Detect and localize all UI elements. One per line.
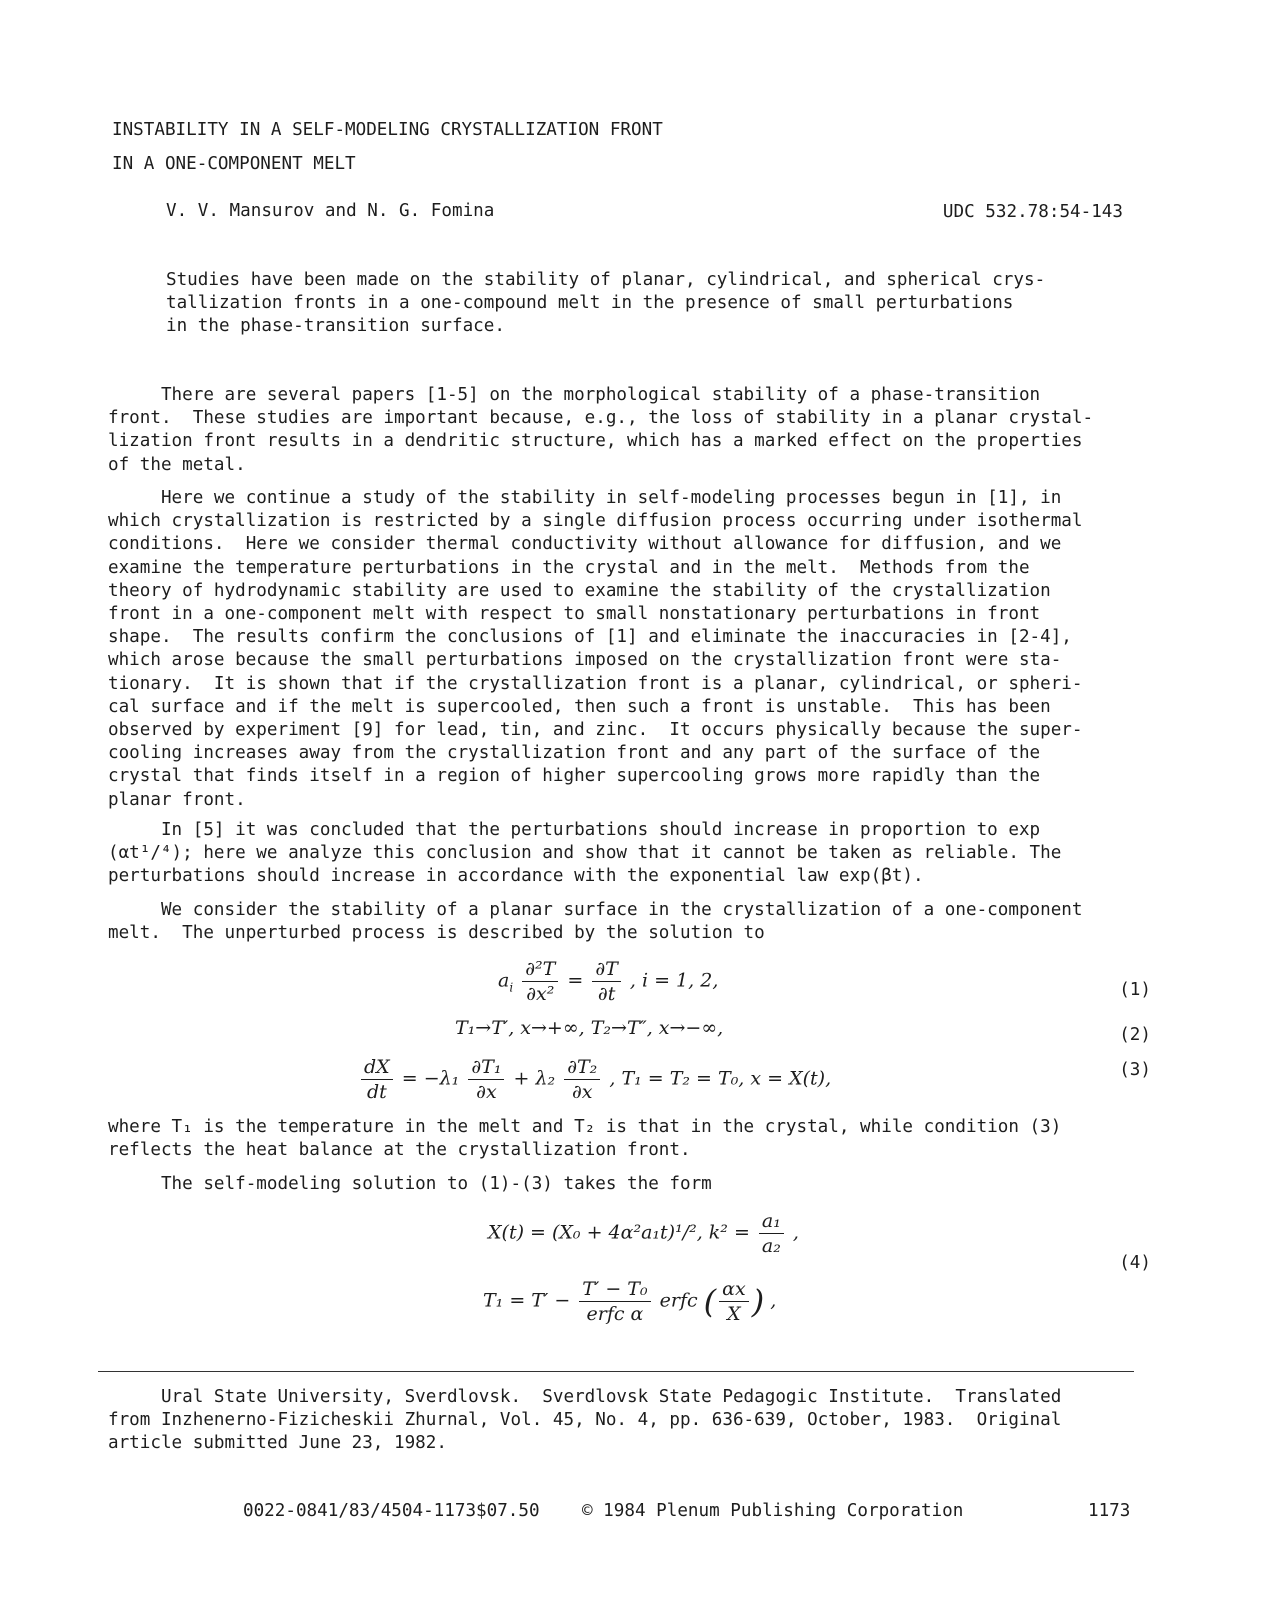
equation-3 xyxy=(358,1056,831,1103)
text-line: cal surface and if the melt is supercooled, then such a front is unstable. This has been xyxy=(108,696,1051,717)
equation-number-2: (2) xyxy=(1119,1025,1151,1045)
eq1-rhs-denominator: ∂t xyxy=(597,983,616,1005)
eq4b-argument xyxy=(719,1278,749,1325)
equation-4a xyxy=(488,1210,799,1257)
footnote xyxy=(108,1386,1168,1456)
text-line: There are several papers [1-5] on the morphological stability of a phase-transition xyxy=(108,385,1041,405)
text-line: crystal that finds itself in a region of higher supercooling grows more rapidly than the xyxy=(108,766,1041,787)
eq3-lhs-numerator: dX xyxy=(361,1056,393,1080)
text-line: of the metal. xyxy=(108,454,246,475)
text-line: In [5] it was concluded that the perturbations should increase in proportion to exp xyxy=(108,820,1041,840)
eq4a-text: X(t) = (X₀ + 4α²a₁t)¹/², k² = xyxy=(488,1221,750,1244)
page-number: 1173 xyxy=(1088,1501,1131,1521)
eq3-mid2: + λ₂ xyxy=(513,1067,556,1090)
eq1-lhs-denominator: ∂x² xyxy=(526,983,555,1005)
text-line: (αt¹/⁴); here we analyze this conclusion and show that it cannot be taken as reliable. The xyxy=(108,843,1062,864)
eq4b-lhs: T₁ = T′ − xyxy=(483,1289,571,1312)
eq1-coefficient: a xyxy=(498,969,510,992)
text-line: cooling increases away from the crystallization front and any part of the surface of the xyxy=(108,743,1041,764)
footnote-line: from Inzhenerno-Fizicheskii Zhurnal, Vol. 45, No. 4, pp. 636-639, October, 1983. Original xyxy=(108,1410,1062,1431)
eq4a-numerator: a₁ xyxy=(759,1210,784,1234)
text-line: The self-modeling solution to (1)-(3) takes the form xyxy=(108,1174,712,1194)
eq4b-numerator: T′ − T₀ xyxy=(579,1278,650,1302)
copyright: © 1984 Plenum Publishing Corporation xyxy=(582,1501,964,1521)
abstract-line: in the phase-transition surface. xyxy=(166,316,505,337)
equation-number-3: (3) xyxy=(1119,1060,1151,1080)
eq3-mid1: = −λ₁ xyxy=(401,1067,460,1090)
eq4b-arg-numerator: αx xyxy=(719,1278,749,1302)
eq4b-tail: , xyxy=(770,1289,777,1312)
eq1-subscript: i xyxy=(509,980,514,995)
article-code: 0022-0841/83/4504-1173$07.50 xyxy=(243,1501,540,1521)
eq3-lhs-denominator: dt xyxy=(366,1081,387,1103)
abstract-line: tallization fronts in a one-compound melt in the presence of small perturbations xyxy=(166,293,1014,314)
eq4b-erfc: erfc xyxy=(659,1289,698,1312)
paragraph-5 xyxy=(108,1116,1158,1162)
text-line: Here we continue a study of the stability in self-modeling processes begun in [1], in xyxy=(108,488,1062,508)
equation-number-1: (1) xyxy=(1119,980,1151,1000)
footnote-line: Ural State University, Sverdlovsk. Sverdlovsk State Pedagogic Institute. Translated xyxy=(108,1387,1062,1407)
text-line: We consider the stability of a planar surface in the crystallization of a one-component xyxy=(108,900,1083,920)
paragraph-2 xyxy=(108,487,1158,812)
abstract xyxy=(166,269,1126,339)
eq4a-tail: , xyxy=(792,1221,799,1244)
text-line: which crystallization is restricted by a single diffusion process occurring under isothermal xyxy=(108,511,1083,532)
text-line: which arose because the small perturbations imposed on the crystallization front were sta- xyxy=(108,650,1062,671)
eq3-f1-numerator: ∂T₁ xyxy=(468,1056,504,1080)
paper-title xyxy=(112,119,812,187)
eq1-lhs-fraction xyxy=(522,958,558,1005)
text-line: planar front. xyxy=(108,789,246,810)
eq4b-fraction xyxy=(579,1278,650,1325)
eq1-lhs-numerator: ∂²T xyxy=(522,958,558,982)
title-line-2: IN A ONE-COMPONENT MELT xyxy=(112,154,356,174)
eq4a-fraction xyxy=(759,1210,784,1257)
text-line: theory of hydrodynamic stability are used to examine the stability of the crystallization xyxy=(108,580,1051,601)
eq3-lhs-fraction xyxy=(361,1056,393,1103)
equation-number-4: (4) xyxy=(1119,1253,1151,1273)
paragraph-1 xyxy=(108,384,1158,477)
text-line: tionary. It is shown that if the crystallization front is a planar, cylindrical, or spheri- xyxy=(108,673,1083,694)
eq1-tail: , i = 1, 2, xyxy=(629,969,719,992)
eq3-fraction-2 xyxy=(564,1056,600,1103)
title-line-1: INSTABILITY IN A SELF-MODELING CRYSTALLIZATION FRONT xyxy=(112,120,663,140)
text-line: shape. The results confirm the conclusions of [1] and eliminate the inaccuracies in [2-4], xyxy=(108,627,1072,648)
authors: V. V. Mansurov and N. G. Fomina xyxy=(166,201,495,221)
eq4b-arg-denominator: X xyxy=(727,1303,741,1325)
text-line: observed by experiment [9] for lead, tin, and zinc. It occurs physically because the super- xyxy=(108,720,1083,741)
paragraph-3 xyxy=(108,819,1158,889)
text-line: perturbations should increase in accordance with the exponential law exp(βt). xyxy=(108,866,924,887)
equation-4b: T₁ = T′ − $\frac{\text{T′ − T₀}}{\text{erfc α}}$ erfc ( $\frac{\alpha x}{X}$ ) , xyxy=(483,1278,777,1325)
eq3-f1-denominator: ∂x xyxy=(476,1081,497,1103)
eq3-tail: , T₁ = T₂ = T₀, x = X(t), xyxy=(609,1067,832,1090)
eq4a-denominator: a₂ xyxy=(761,1235,781,1257)
text-line: front. These studies are important because, e.g., the loss of stability in a planar crystal- xyxy=(108,408,1094,429)
paragraph-6 xyxy=(108,1173,1158,1196)
eq3-f2-numerator: ∂T₂ xyxy=(564,1056,600,1080)
equation-1: $a_i$ $\frac{\text{∂²T}}{\text{∂x²}}$ = $\frac{\partial T}{\partial t}$ , i = 1, 2, xyxy=(498,958,719,1005)
paragraph-4 xyxy=(108,899,1158,945)
eq3-fraction-1 xyxy=(468,1056,504,1103)
text-line: conditions. Here we consider thermal conductivity without allowance for diffusion, and we xyxy=(108,534,1062,555)
eq1-rhs-numerator: ∂T xyxy=(592,958,621,982)
text-line: front in a one-component melt with respect to small nonstationary perturbations in front xyxy=(108,604,1041,625)
text-line: reflects the heat balance at the crystallization front. xyxy=(108,1140,691,1161)
text-line: examine the temperature perturbations in the crystal and in the melt. Methods from the xyxy=(108,557,1030,578)
abstract-line: Studies have been made on the stability of planar, cylindrical, and spherical crys- xyxy=(166,270,1046,290)
footnote-line: article submitted June 23, 1982. xyxy=(108,1433,447,1454)
text-line: where T₁ is the temperature in the melt and T₂ is that in the crystal, while condition (3) xyxy=(108,1117,1062,1137)
eq4b-denominator: erfc α xyxy=(586,1303,644,1325)
text-line: lization front results in a dendritic structure, which has a marked effect on the properties xyxy=(108,431,1083,452)
text-line: melt. The unperturbed process is described by the solution to xyxy=(108,923,765,944)
eq3-f2-denominator: ∂x xyxy=(571,1081,593,1103)
udc-code: UDC 532.78:54-143 xyxy=(942,202,1123,222)
footnote-rule xyxy=(98,1371,1134,1372)
equation-2: T₁→T′, x→+∞, T₂→T″, x→−∞, xyxy=(455,1017,724,1039)
eq1-rhs-fraction xyxy=(592,958,621,1005)
